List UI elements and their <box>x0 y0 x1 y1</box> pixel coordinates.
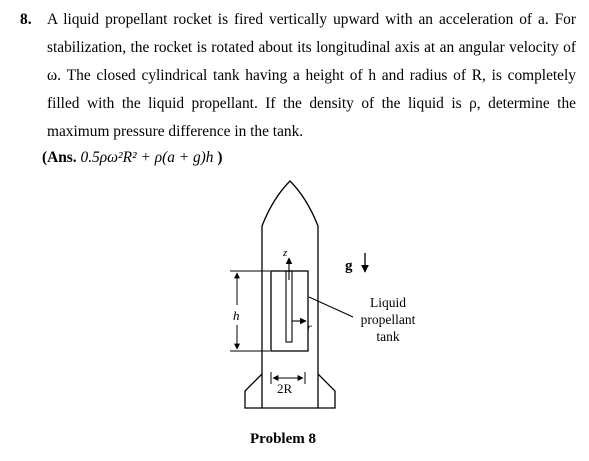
diameter-label: 2R <box>277 381 293 396</box>
answer-label: (Ans. <box>42 149 77 166</box>
answer-close: ) <box>217 149 223 166</box>
z-axis-label: z <box>283 247 288 259</box>
tank-label-line1: Liquid <box>370 295 406 310</box>
tank-core <box>286 271 292 342</box>
problem-number: 8. <box>20 11 32 28</box>
rocket-fin-right <box>318 374 335 408</box>
figure-caption: Problem 8 <box>250 431 316 447</box>
tank-leader-line <box>309 297 353 317</box>
rocket-fin-left <box>245 374 262 408</box>
propellant-tank <box>271 271 308 351</box>
problem-text: A liquid propellant rocket is fired vertically upward with an acceleration of a. For stabilization, the rocket is rotated about its longitudinal axis at an angular velocity of ω. The closed cylindrical tank having a height of h and radius of R, is completely filled with the liquid propellant. If the density of the liquid is ρ, determine the maximum pressure difference in the tank. <box>47 11 576 140</box>
tank-label-line3: tank <box>376 329 400 344</box>
h-dimension-label: h <box>233 308 240 323</box>
gravity-label: g <box>345 258 353 274</box>
answer-expression: 0.5ρω²R² + ρ(a + g)h <box>80 149 214 166</box>
r-radius-label: r <box>307 320 312 334</box>
tank-label-line2: propellant <box>360 312 416 327</box>
